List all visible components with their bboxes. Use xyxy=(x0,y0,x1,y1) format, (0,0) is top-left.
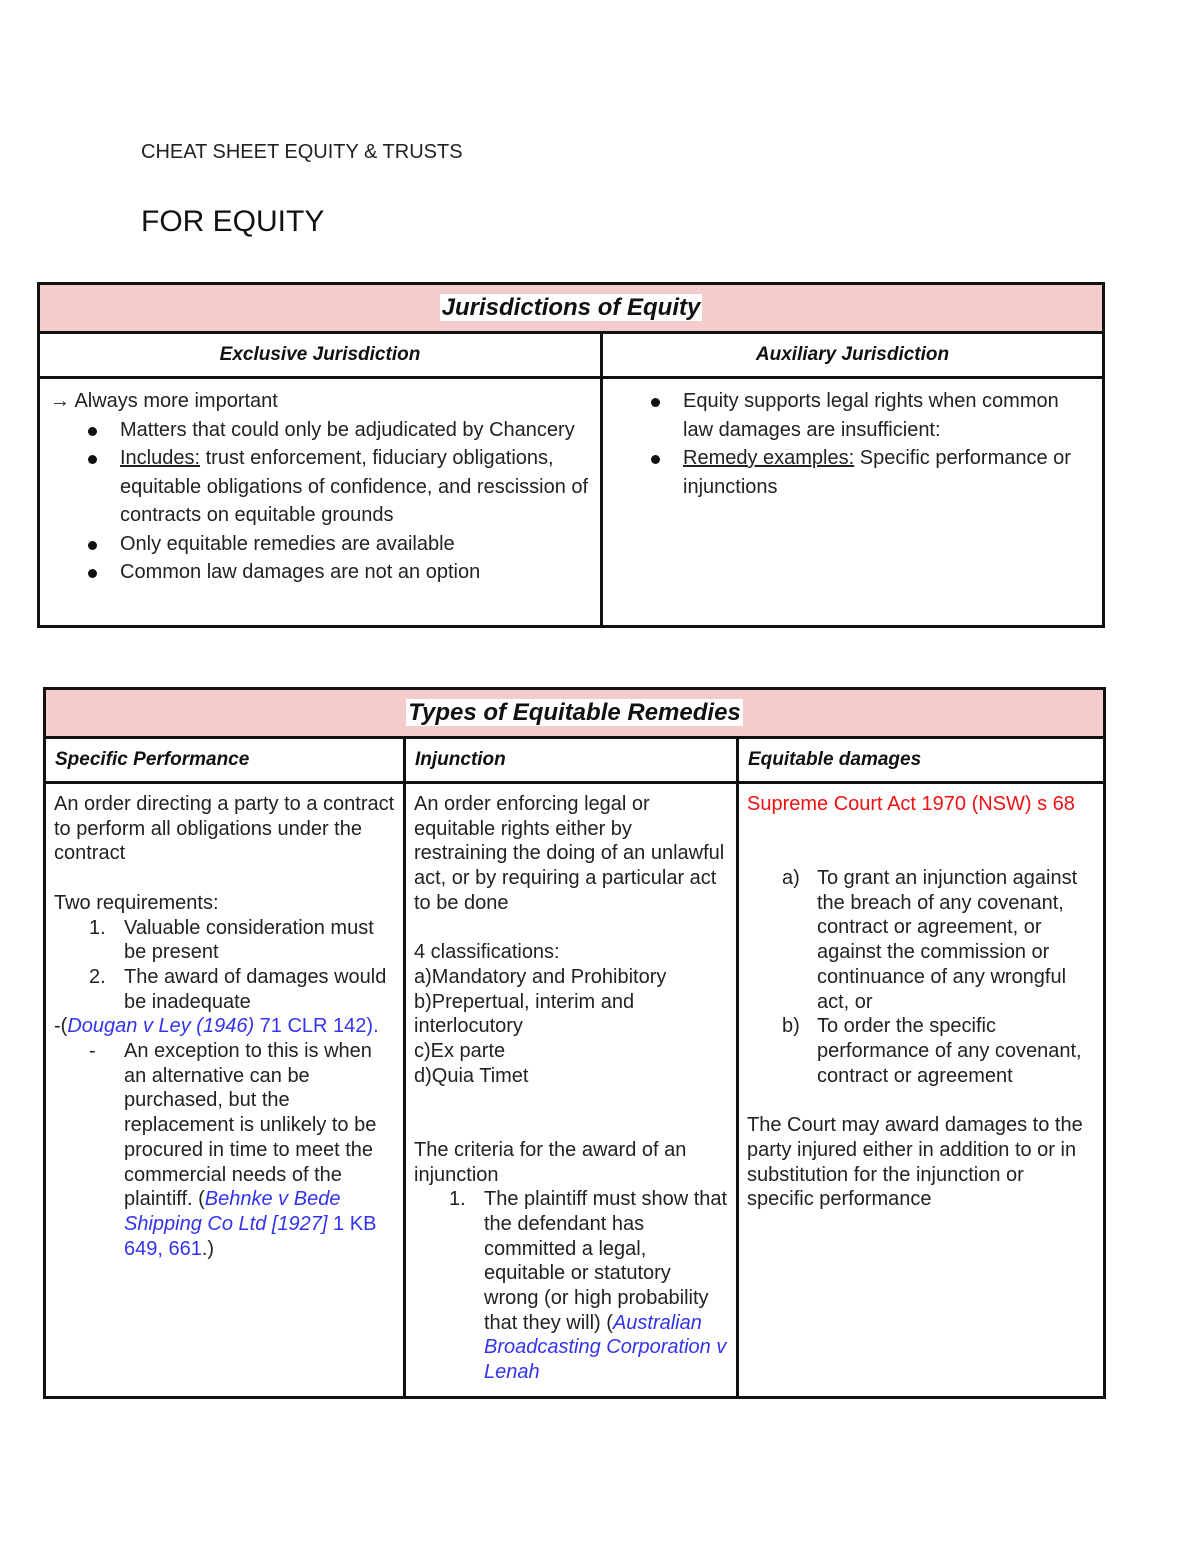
inj-criteria-label: The criteria for the award of an injunction xyxy=(414,1138,687,1186)
remedies-title: Types of Equitable Remedies xyxy=(408,699,741,726)
list-text: The award of damages would be inadequate xyxy=(124,965,387,1013)
remedy-text: Specific performance or injunctions xyxy=(683,447,1071,498)
case-name: Dougan v Ley (1946) xyxy=(67,1015,255,1038)
sp-definition: An order directing a party to a contract to perform all obligations under the contract xyxy=(54,793,395,865)
auxiliary-heading: Auxiliary Jurisdiction xyxy=(602,333,1104,378)
injunction-heading: Injunction xyxy=(405,738,738,783)
list-text: To order the specific performance of any covenant, contract or agreement xyxy=(817,1015,1082,1087)
injunction-cell xyxy=(405,783,738,1398)
includes-text: trust enforcement, fiduciary obligations, equitable obligations of confidence, and rescission of contracts on equitable grounds xyxy=(120,447,589,526)
exception-item xyxy=(54,1039,395,1261)
damages-heading: Equitable damages xyxy=(738,738,1105,783)
list-item: c)Ex parte xyxy=(414,1040,506,1063)
case-citation-dougan xyxy=(54,1014,395,1039)
section-title: FOR EQUITY xyxy=(141,205,325,238)
list-number: 2. xyxy=(89,965,106,988)
inj-definition: An order enforcing legal or equitable rights either by restraining the doing of an unlawful act, or by requiring a particular act to be done xyxy=(414,793,725,914)
list-item: Common law damages are not an option xyxy=(50,558,590,587)
case-name: Behnke v Bede Shipping Co Ltd [1927] xyxy=(124,1188,341,1235)
list-item: b)Prepertual, interim and interlocutory xyxy=(414,990,635,1038)
list-item: Only equitable remedies are available xyxy=(50,530,590,559)
remedy-label: Remedy examples: xyxy=(683,447,855,469)
list-item: d)Quia Timet xyxy=(414,1064,529,1087)
list-item xyxy=(613,444,1092,501)
includes-label: Includes: xyxy=(120,447,201,469)
list-item xyxy=(414,1187,728,1385)
list-number: 1. xyxy=(89,916,106,939)
case-name: Australian Broadcasting Corporation v Lenah xyxy=(484,1311,727,1384)
jurisdictions-table xyxy=(37,282,1105,628)
list-marker: b) xyxy=(782,1015,800,1038)
specific-performance-heading: Specific Performance xyxy=(45,738,405,783)
case-ref: 71 CLR 142). xyxy=(254,1015,379,1038)
list-item: Matters that could only be adjudicated by Chancery xyxy=(50,416,590,445)
auxiliary-cell xyxy=(602,378,1104,627)
list-item: Equity supports legal rights when common law damages are insufficient: xyxy=(613,387,1092,444)
remedies-title-cell xyxy=(45,689,1105,738)
list-item xyxy=(747,866,1095,1014)
list-marker: a) xyxy=(782,867,800,890)
specific-performance-cell xyxy=(45,783,405,1398)
list-text: Valuable consideration must be present xyxy=(124,916,374,964)
list-number: 1. xyxy=(449,1188,466,1211)
exclusive-cell xyxy=(39,378,602,627)
list-text: The plaintiff must show that the defendant has committed a legal, equitable or statutory wrong (or high probability that they will) ( xyxy=(484,1188,728,1334)
document-title: CHEAT SHEET EQUITY & TRUSTS xyxy=(141,141,463,163)
list-item: a)Mandatory and Prohibitory xyxy=(414,965,667,988)
list-text: To grant an injunction against the breach of any covenant, contract or agreement, or against the commission or continuance of any wrongful act, or xyxy=(817,867,1078,1013)
jurisdictions-title: Jurisdictions of Equity xyxy=(441,294,701,321)
case-close: .) xyxy=(201,1237,215,1260)
list-item xyxy=(54,965,395,1014)
case-ref: 1 KB 649, 661 xyxy=(124,1212,377,1260)
damages-conclusion: The Court may award damages to the party injured either in addition to or in substitution for the injunction or specific performance xyxy=(747,1114,1083,1211)
list-item xyxy=(747,1014,1095,1088)
jurisdictions-title-cell xyxy=(39,284,1104,333)
remedies-table xyxy=(43,687,1106,1399)
damages-cell xyxy=(738,783,1105,1398)
dash-marker: - xyxy=(89,1040,96,1063)
statute-reference: Supreme Court Act 1970 (NSW) s 68 xyxy=(747,793,1075,815)
list-item xyxy=(54,916,395,965)
case-prefix: -( xyxy=(54,1015,68,1038)
inj-class-label: 4 classifications: xyxy=(414,941,560,964)
list-item xyxy=(50,444,590,530)
sp-req-label: Two requirements: xyxy=(54,891,219,914)
exception-text: An exception to this is when an alternative can be purchased, but the replacement is unlikely to be procured in time to meet the commercial needs of the plaintiff. ( xyxy=(124,1040,377,1211)
exclusive-intro: → Always more important xyxy=(50,390,278,412)
exclusive-heading: Exclusive Jurisdiction xyxy=(39,333,602,378)
